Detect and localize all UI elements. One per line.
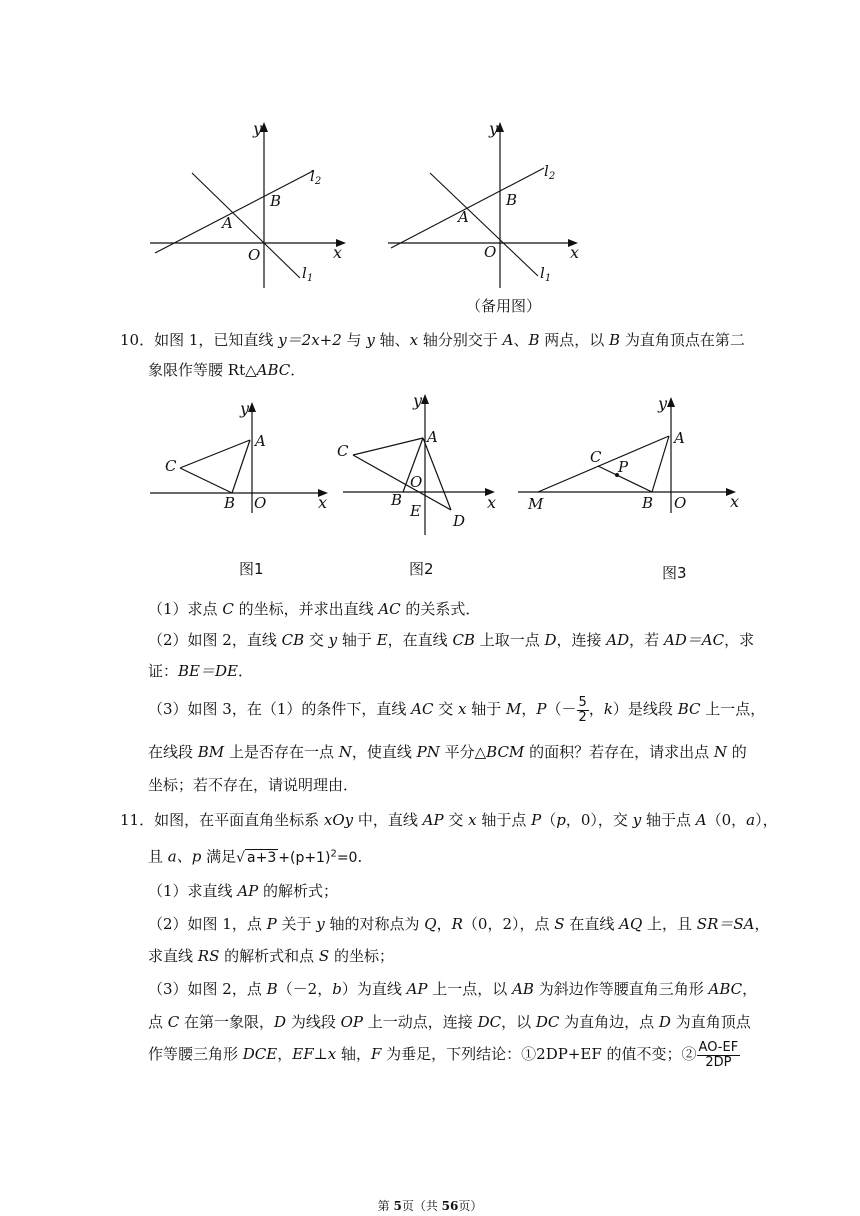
x-axis-label: x bbox=[318, 493, 328, 512]
point-d-label: D bbox=[453, 512, 466, 530]
q10-part-3-line-3: 坐标；若不存在，请说明理由． bbox=[148, 776, 359, 794]
q11-part-2-line-2: 求直线 RS 的解析式和点 S 的坐标； bbox=[148, 947, 394, 965]
origin-label: O bbox=[248, 246, 261, 264]
page-footer: 第 5页（共 56页） bbox=[377, 1199, 483, 1213]
point-a-label: A bbox=[427, 428, 438, 446]
l1-label: $l_1$ bbox=[540, 264, 552, 284]
sqrt-expression: √ $a+3 +(p+1)^2=0$ bbox=[236, 848, 358, 866]
point-e-label: E bbox=[410, 502, 421, 520]
q10-part-2-line-1: （2）如图 2，直线 CB 交 y 轴于 E，在直线 CB 上取一点 D，连接 AD，若 AD＝AC，求 bbox=[148, 631, 755, 649]
fraction-ao-ef-over-2dp: $\frac{AO-EF}{2DP}$ bbox=[698, 1039, 739, 1070]
x-axis-label: x bbox=[730, 492, 740, 511]
point-b-label: B bbox=[642, 494, 654, 512]
x-axis-label: x bbox=[570, 243, 580, 262]
y-axis-label: y bbox=[253, 119, 263, 138]
point-b-label: B bbox=[224, 494, 236, 512]
point-p-label: P bbox=[618, 458, 629, 476]
point-a-label: A bbox=[222, 214, 233, 232]
q11-line-2: 且 a、p 满足√ $a+3 +(p+1)^2=0$． bbox=[148, 847, 373, 866]
l2-label: $l_2$ bbox=[310, 167, 322, 187]
q10-figure-1 bbox=[150, 398, 330, 518]
point-a-label: A bbox=[458, 208, 469, 226]
point-a-label: A bbox=[255, 432, 266, 450]
caption-fig1: 图1 bbox=[239, 560, 264, 578]
origin-label: O bbox=[484, 243, 497, 261]
origin-label: O bbox=[254, 494, 267, 512]
point-b-label: B bbox=[506, 191, 518, 209]
point-b-label: B bbox=[391, 491, 403, 509]
point-b-label: B bbox=[270, 192, 282, 210]
q10-line-2: 象限作等腰 Rt△ABC． bbox=[148, 361, 306, 379]
x-axis-label: x bbox=[487, 493, 497, 512]
figure-caption-backup: （备用图） bbox=[466, 297, 542, 315]
q10-part-2-line-2: 证：BE＝DE． bbox=[148, 662, 253, 680]
q10-part-3-line-1: （3）如图 3，在（1）的条件下，直线 AC 交 x 轴于 M，P（－ $\frac{5}{2}$ ，k）是线段 BC 上一点， bbox=[148, 694, 766, 725]
point-c-label: C bbox=[165, 457, 177, 475]
origin-label: O bbox=[674, 494, 687, 512]
y-axis-label: y bbox=[240, 399, 250, 418]
q11-part-1: （1）求直线 AP 的解析式； bbox=[148, 882, 339, 900]
y-axis-label: y bbox=[413, 391, 423, 410]
point-m-label: M bbox=[528, 495, 544, 513]
total-pages: 56 bbox=[441, 1199, 459, 1213]
caption-fig3: 图3 bbox=[662, 564, 687, 582]
caption-fig2: 图2 bbox=[409, 560, 434, 578]
q10-part-1: （1）求点 C 的坐标，并求出直线 AC 的关系式． bbox=[148, 600, 481, 618]
q11-part-3-line-1: （3）如图 2，点 B（－2，b）为直线 AP 上一点，以 AB 为斜边作等腰直角三角形 ABC， bbox=[148, 980, 758, 998]
q11-line-1: 11．如图，在平面直角坐标系 xOy 中，直线 AP 交 x 轴于点 P（p，0），交 y 轴于点 A（0，a）， bbox=[120, 811, 778, 829]
y-axis-label: y bbox=[489, 119, 499, 138]
q10-figure-3 bbox=[518, 393, 748, 523]
l1-label: $l_1$ bbox=[302, 264, 314, 284]
point-c-label: C bbox=[337, 442, 349, 460]
origin-label: O bbox=[410, 473, 423, 491]
q11-part-3-line-2: 点 C 在第一象限，D 为线段 OP 上一动点，连接 DC，以 DC 为直角边，点 D 为直角顶点 bbox=[148, 1013, 751, 1031]
point-a-label: A bbox=[674, 429, 685, 447]
figure-top-right bbox=[388, 118, 588, 293]
figure-top-left bbox=[150, 118, 350, 293]
fraction-five-halves: $\frac{5}{2}$ bbox=[578, 694, 587, 725]
y-axis-label: y bbox=[658, 394, 668, 413]
q10-part-3-line-2: 在线段 BM 上是否存在一点 N，使直线 PN 平分△BCM 的面积？若存在，请求出点 N 的 bbox=[148, 743, 747, 761]
q11-part-3-line-3: 作等腰三角形 DCE，EF⊥x 轴，F 为垂足，下列结论：①2DP+EF 的值不变；② $\frac{AO-EF}{2DP}$ bbox=[148, 1039, 739, 1070]
current-page-number: 5 bbox=[393, 1199, 402, 1213]
point-c-label: C bbox=[590, 448, 602, 466]
q10-figure-2 bbox=[337, 390, 503, 540]
q11-part-2-line-1: （2）如图 1，点 P 关于 y 轴的对称点为 Q，R（0，2），点 S 在直线 AQ 上，且 SR＝SA， bbox=[148, 915, 770, 933]
x-axis-label: x bbox=[333, 243, 343, 262]
l2-label: $l_2$ bbox=[544, 162, 556, 182]
q10-line-1: 10．如图 1，已知直线 y＝2x+2 与 y 轴、x 轴分别交于 A、B 两点，以 B 为直角顶点在第二 bbox=[120, 331, 745, 349]
